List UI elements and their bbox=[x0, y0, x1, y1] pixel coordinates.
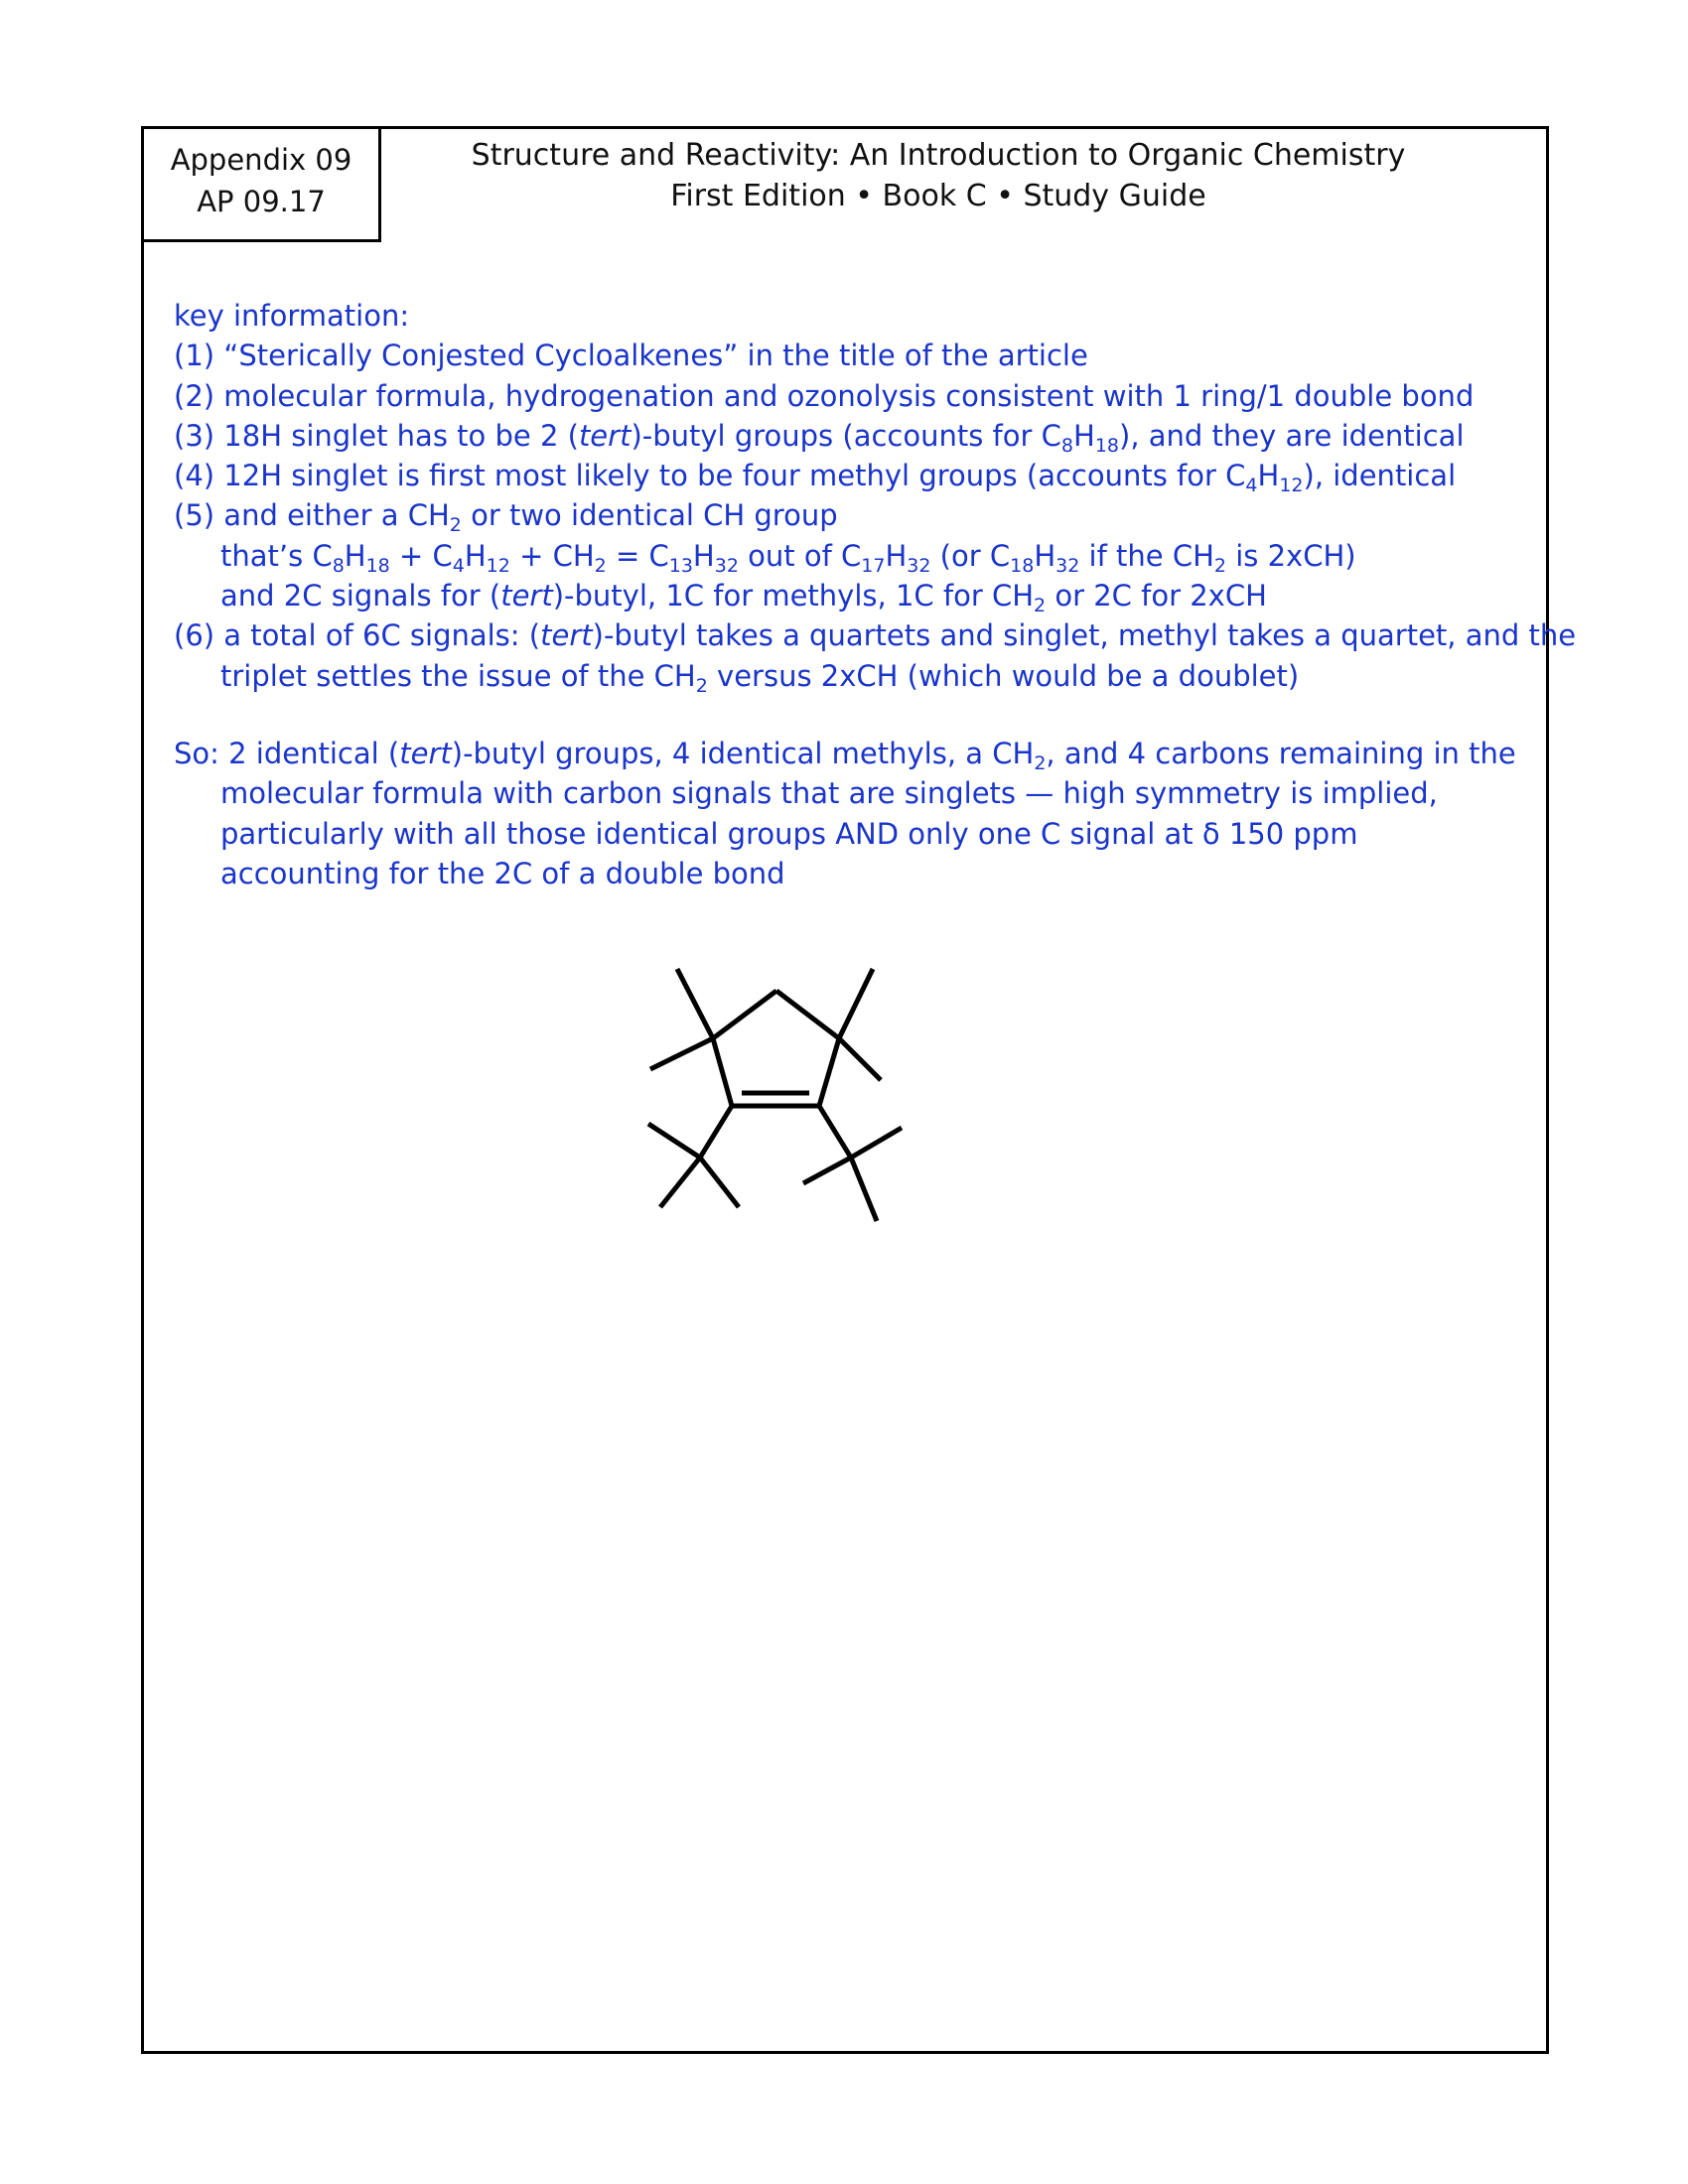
book-subtitle: First Edition • Book C • Study Guide bbox=[670, 179, 1206, 213]
tbutyl-left-bond bbox=[700, 1106, 732, 1158]
methyl-right-upper bbox=[839, 969, 873, 1038]
ring-bond-right bbox=[819, 1038, 839, 1106]
methyl-right-lower bbox=[839, 1038, 881, 1080]
cyclopentene-structure-diagram bbox=[616, 953, 914, 1251]
note-item-5-signals: and 2C signals for (tert)-butyl, 1C for methyls, 1C for $CH_2$ or 2C for 2xCH bbox=[220, 579, 1267, 617]
notes-heading: key information: bbox=[174, 299, 410, 333]
note-item-4: (4) 12H singlet is first most likely to be four methyl groups (accounts for $C_4H_{12}$), identical bbox=[174, 459, 1457, 497]
page-id: AP 09.17 bbox=[197, 185, 326, 218]
tbutyl-left-methyl-1 bbox=[648, 1124, 700, 1158]
conclusion-line-4: accounting for the 2C of a double bond bbox=[220, 856, 785, 890]
tbutyl-right-methyl-3 bbox=[803, 1158, 851, 1183]
document-header bbox=[437, 135, 1440, 216]
conclusion-line-3: particularly with all those identical groups AND only one C signal at δ 150 ppm bbox=[220, 816, 1358, 851]
methyl-left-upper bbox=[677, 969, 713, 1038]
key-information-notes bbox=[174, 296, 1577, 893]
ring-bond-left bbox=[713, 1038, 732, 1106]
note-item-6-continued: triplet settles the issue of the $CH_2$ versus 2xCH (which would be a doublet) bbox=[220, 658, 1300, 697]
conclusion-line-2: molecular formula with carbon signals that are singlets — high symmetry is implied, bbox=[220, 776, 1438, 811]
tbutyl-right-methyl-2 bbox=[851, 1158, 877, 1221]
book-title: Structure and Reactivity: An Introduction to Organic Chemistry bbox=[471, 138, 1406, 173]
tbutyl-right-methyl-1 bbox=[851, 1128, 902, 1158]
note-item-5-formula: that’s $C_8H_{18} + C_4H_{12} + CH_2 = C_{13}H_{32}$ out of $C_{17}H_{32}$ (or $C_{18}H_{32}$ if the $CH_2$ is 2xCH) bbox=[220, 538, 1356, 577]
appendix-box bbox=[141, 126, 381, 242]
tbutyl-left-methyl-3 bbox=[700, 1158, 739, 1207]
tbutyl-left-methyl-2 bbox=[660, 1158, 700, 1207]
note-item-3: (3) 18H singlet has to be 2 (tert)-butyl groups (accounts for $C_8H_{18}$), and they are identical bbox=[174, 418, 1465, 457]
appendix-label: Appendix 09 bbox=[170, 143, 352, 177]
note-item-6: (6) a total of 6C signals: (tert)-butyl takes a quartets and singlet, methyl takes a quartet, and the bbox=[174, 618, 1577, 653]
ring-bond-ch2-left bbox=[713, 991, 776, 1038]
methyl-left-lower bbox=[650, 1038, 713, 1069]
note-item-1: (1) “Sterically Conjested Cycloalkenes” in the title of the article bbox=[174, 339, 1088, 373]
tbutyl-right-bond bbox=[819, 1106, 851, 1158]
note-item-2: (2) molecular formula, hydrogenation and ozonolysis consistent with 1 ring/1 double bond bbox=[174, 378, 1475, 413]
conclusion-line-1: So: 2 identical (tert)-butyl groups, 4 identical methyls, a $CH_2$, and 4 carbons remaining in the bbox=[174, 736, 1516, 774]
note-item-5: (5) and either a $CH_2$ or two identical CH group bbox=[174, 498, 838, 537]
ring-bond-ch2-right bbox=[776, 991, 839, 1038]
